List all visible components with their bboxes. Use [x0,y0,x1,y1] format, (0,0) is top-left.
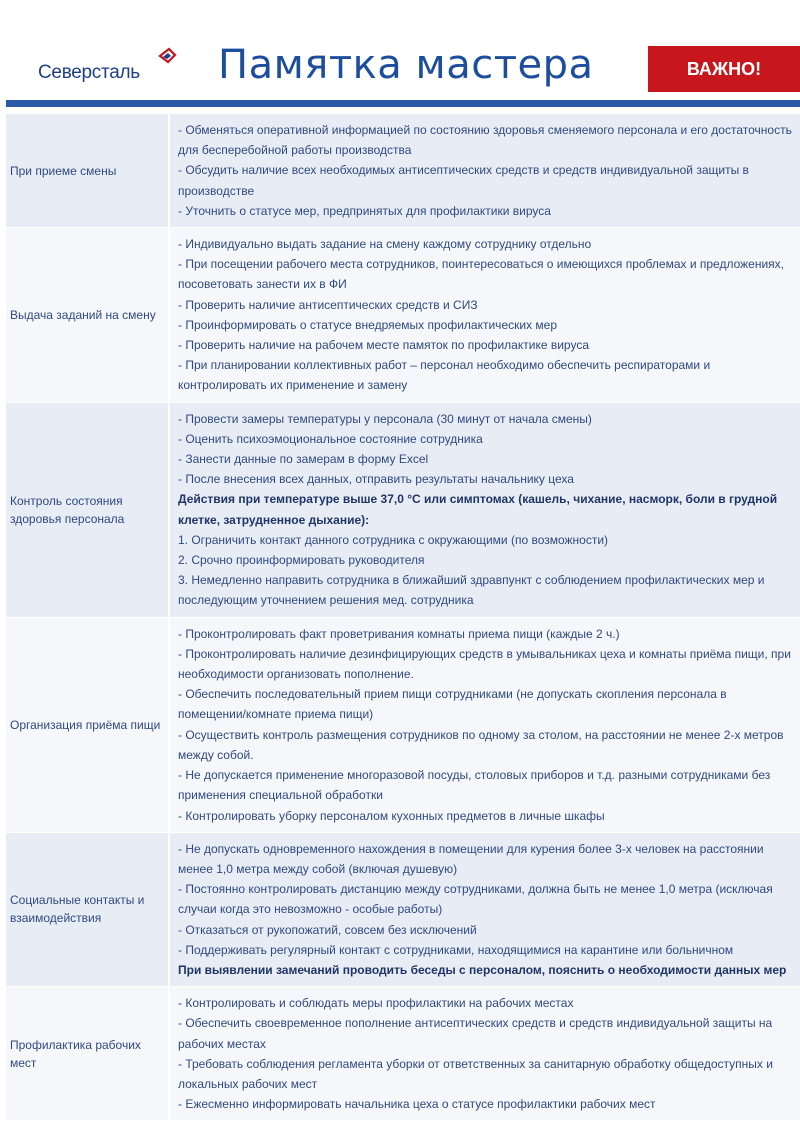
table-row [6,618,800,833]
table-row [6,228,800,403]
table-row [6,114,800,228]
row-label: Организация приёма пищи [6,618,170,832]
header-divider [6,100,800,107]
row-body [170,618,800,832]
instruction-line: - Проверить наличие на рабочем месте памяток по профилактике вируса [178,338,589,353]
instruction-line: - Занести данные по замерам в форму Excel [178,452,429,467]
instruction-line: - При посещении рабочего места сотрудников, поинтересоваться о имеющихся проблемах и предложениях, посоветовать занести их в ФИ [178,257,784,292]
instruction-line: - Проинформировать о статусе внедряемых профилактических мер [178,317,557,332]
instruction-line: - После внесения всех данных, отправить результаты начальнику цеха [178,472,574,487]
row-label: Контроль состояния здоровья персонала [6,403,170,617]
instruction-line: - Проверить наличие антисептических средств и СИЗ [178,297,478,312]
instruction-line: - Обеспечить последовательный прием пищи сотрудниками (не допускать скопления персонала в помещении/комнате приема пищи) [178,687,727,722]
memo-table [6,114,800,1121]
instruction-line: - Контролировать и соблюдать меры профилактики на рабочих местах [178,996,574,1011]
instruction-line: - Обменяться оперативной информацией по состоянию здоровья сменяемого персонала и его достаточность для бесперебойной работы производства [178,123,792,158]
instruction-line: - Обсудить наличие всех необходимых антисептических средств и средств индивидуальной защиты в производстве [178,163,749,198]
instruction-line: - Проконтролировать факт проветривания комнаты приема пищи (каждые 2 ч.) [178,626,620,641]
instruction-line: - Контролировать уборку персоналом кухонных предметов в личные шкафы [178,808,605,823]
instruction-line: - Оценить психоэмоциональное состояние сотрудника [178,431,483,446]
row-body [170,114,800,227]
instruction-line: - Индивидуально выдать задание на смену каждому сотруднику отдельно [178,237,592,252]
instruction-line: - Проконтролировать наличие дезинфицирующих средств в умывальниках цеха и комнаты приёма пищи, при необходимости организовать пополнение. [178,646,791,682]
instruction-line: - Провести замеры температуры у персонала (30 минут от начала смены) [178,411,592,426]
row-body [170,228,800,402]
row-label: При приеме смены [6,114,170,227]
row-body [170,833,800,986]
instruction-line: - Отказаться от рукопожатий, совсем без исключений [178,922,477,937]
instruction-line: - Осуществить контроль размещения сотрудников по одному за столом, на расстоянии не менее 2-х метров между собой. [178,727,784,762]
row-body [170,403,800,617]
instruction-line: - Требовать соблюдения регламента уборки от ответственных за санитарную обработку общедоступных и локальных рабочих мест [178,1056,773,1091]
instruction-line: - Не допускать одновременного нахождения в помещении для курения более 3-х человек на расстоянии менее 1,0 метра между собой (включая душевую) [178,841,764,876]
instruction-line: - Обеспечить своевременное пополнение антисептических средств и средств индивидуальной защиты на рабочих местах [178,1016,773,1051]
row-label: Выдача заданий на смену [6,228,170,402]
instruction-note: Действия при температуре выше 37,0 °С или симптомах (кашель, чихание, насморк, боли в грудной клетке, затрудненное дыхание): [178,492,778,527]
instruction-line: 3. Немедленно направить сотрудника в ближайший здравпункт с соблюдением профилактических мер и последующим уточнением решения мед. сотрудника [178,573,765,608]
instruction-line: - Уточнить о статусе мер, предпринятых для профилактики вируса [178,203,551,218]
instruction-line: - Поддерживать регулярный контакт с сотрудниками, находящимися на карантине или больничном [178,942,734,957]
important-badge: ВАЖНО! [648,46,800,92]
header [0,0,800,112]
instruction-line: 1. Ограничить контакт данного сотрудника с окружающими (по возможности) [178,532,609,547]
page-title: Памятка мастера [218,42,594,88]
table-row [6,987,800,1121]
row-label: Профилактика рабочих мест [6,987,170,1120]
table-row [6,833,800,987]
instruction-line: - Не допускается применение многоразовой посуды, столовых приборов и т.д. разными сотрудниками без применения специальной обработки [178,768,771,803]
row-body [170,987,800,1120]
instruction-note: При выявлении замечаний проводить беседы с персоналом, пояснить о необходимости данных мер [178,962,787,977]
instruction-line: 2. Срочно проинформировать руководителя [178,553,425,568]
instruction-line: - При планировании коллективных работ – персонал необходимо обеспечить респираторами и контролировать их применение и замену [178,358,711,393]
company-logo: Северсталь [38,62,140,83]
instruction-line: - Постоянно контролировать дистанцию между сотрудниками, должна быть не менее 1,0 метра (исключая случаи когда это невозможно - особые работы) [178,882,773,917]
table-row [6,403,800,618]
logo-mark-icon [156,46,178,68]
instruction-line: - Ежесменно информировать начальника цеха о статусе профилактики рабочих мест [178,1097,656,1112]
row-label: Социальные контакты и взаимодействия [6,833,170,986]
